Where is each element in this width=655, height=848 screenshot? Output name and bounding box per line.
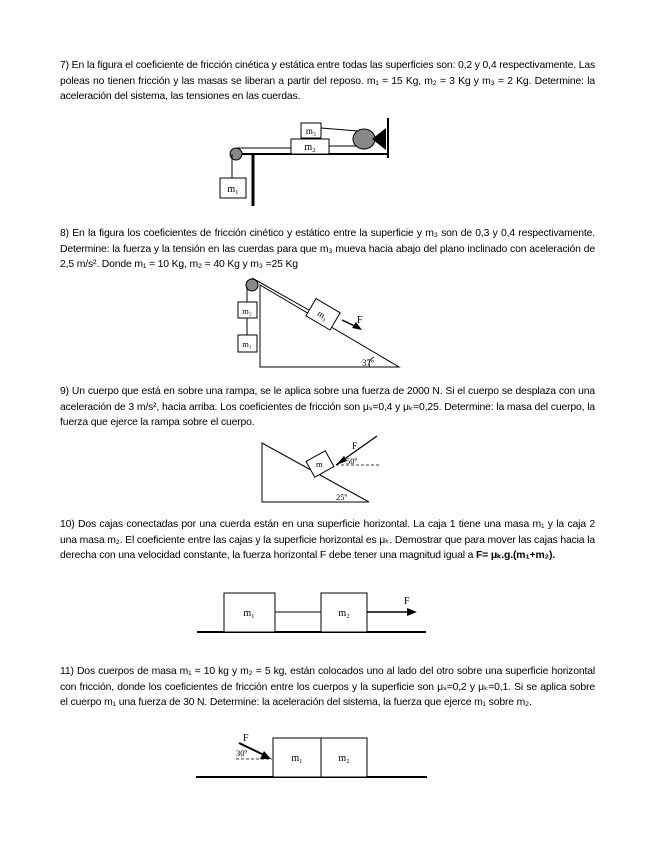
force-arrowhead-11 [260,751,271,759]
label-force: F [243,733,249,744]
label-m1: m₁ [243,608,255,619]
label-force: F [357,315,363,326]
label-m1: m₁ [291,753,303,764]
problem-10-body: 10) Dos cajas conectadas por una cuerda están en una superficie horizontal. La caja 1 tiene una masa m₁ y la caja 2 una masa m₂. El coeficiente entre las cajas y la superficie horizontal es μₖ. Demostrar que para mover las cajas hacia la derecha con una velocidad constante, la fuerza horizontal F debe tener una magnitud igual a [60,519,595,561]
label-m2: m₂ [338,753,350,764]
label-m3: m₃ [305,126,317,136]
problem-10-formula: F= μₖ.g.(m₁+m₂). [475,550,556,561]
label-m3: m₃ [315,308,330,323]
label-angle: 37º [362,358,374,368]
label-m2: m₂ [304,142,316,153]
label-angle-ramp: 25º [336,492,348,502]
label-force: F [404,596,410,607]
label-force: F [352,441,358,451]
label-angle-force: 50º [346,456,358,466]
label-m2: m₂ [338,608,350,619]
label-m1: m₁ [227,184,239,195]
problem-11-statement: 11) Dos cuerpos de masa m₁ = 10 kg y m₂ = 5 kg, están colocados uno al lado del otro sobre una superficie horizontal con fricción, donde los coeficientes de fricción entre los cuerpos y la superficie son μₛ=0,2 y μₖ=0,1. Si se aplica sobre el cuerpo m₁ una fuerza de 30 N. Determine: la aceleración del sistema, la fuerza que ejerce m₁ sobre m₂. [60,666,595,708]
label-m1: m₁ [242,339,252,349]
problem-7-statement: 7) En la figura el coeficiente de fricción cinética y estática entre todas las superficies son: 0,2 y 0,4 respectivamente. Las poleas no tienen fricción y las masas se liberan a partir del reposo. m₁ = 15 Kg, m₂ = 3 Kg y m₃ = 2 Kg. Determine: la aceleración del sistema, las tensiones en las cuerdas. [60,60,595,102]
problem-9-statement: 9) Un cuerpo que está en sobre una rampa, se le aplica sobre una fuerza de 2000 N. Si el cuerpo se desplaza con una aceleración de 3 m/s², hacia arriba. Los coeficientes de fricción son μₛ=0,4 y μₖ=0,25. Determine: la masa del cuerpo, la fuerza que ejerce la rampa sobre el cuerpo. [60,386,595,428]
label-m2: m₂ [242,306,252,316]
problem-8-statement: 8) En la figura los coeficientes de fricción cinético y estático entre la superficie y m₃ son de 0,3 y 0,4 respectivamente. Determine: la fuerza y la tensión en las cuerdas para que m₃ mueva hacia abajo del plano inclinado con aceleración de 2,5 m/s². Donde m₁ = 10 Kg, m₂ = 40 Kg y m₃ =25 Kg [60,228,595,270]
label-angle: 30º [236,748,248,758]
label-mass: m [316,459,323,469]
